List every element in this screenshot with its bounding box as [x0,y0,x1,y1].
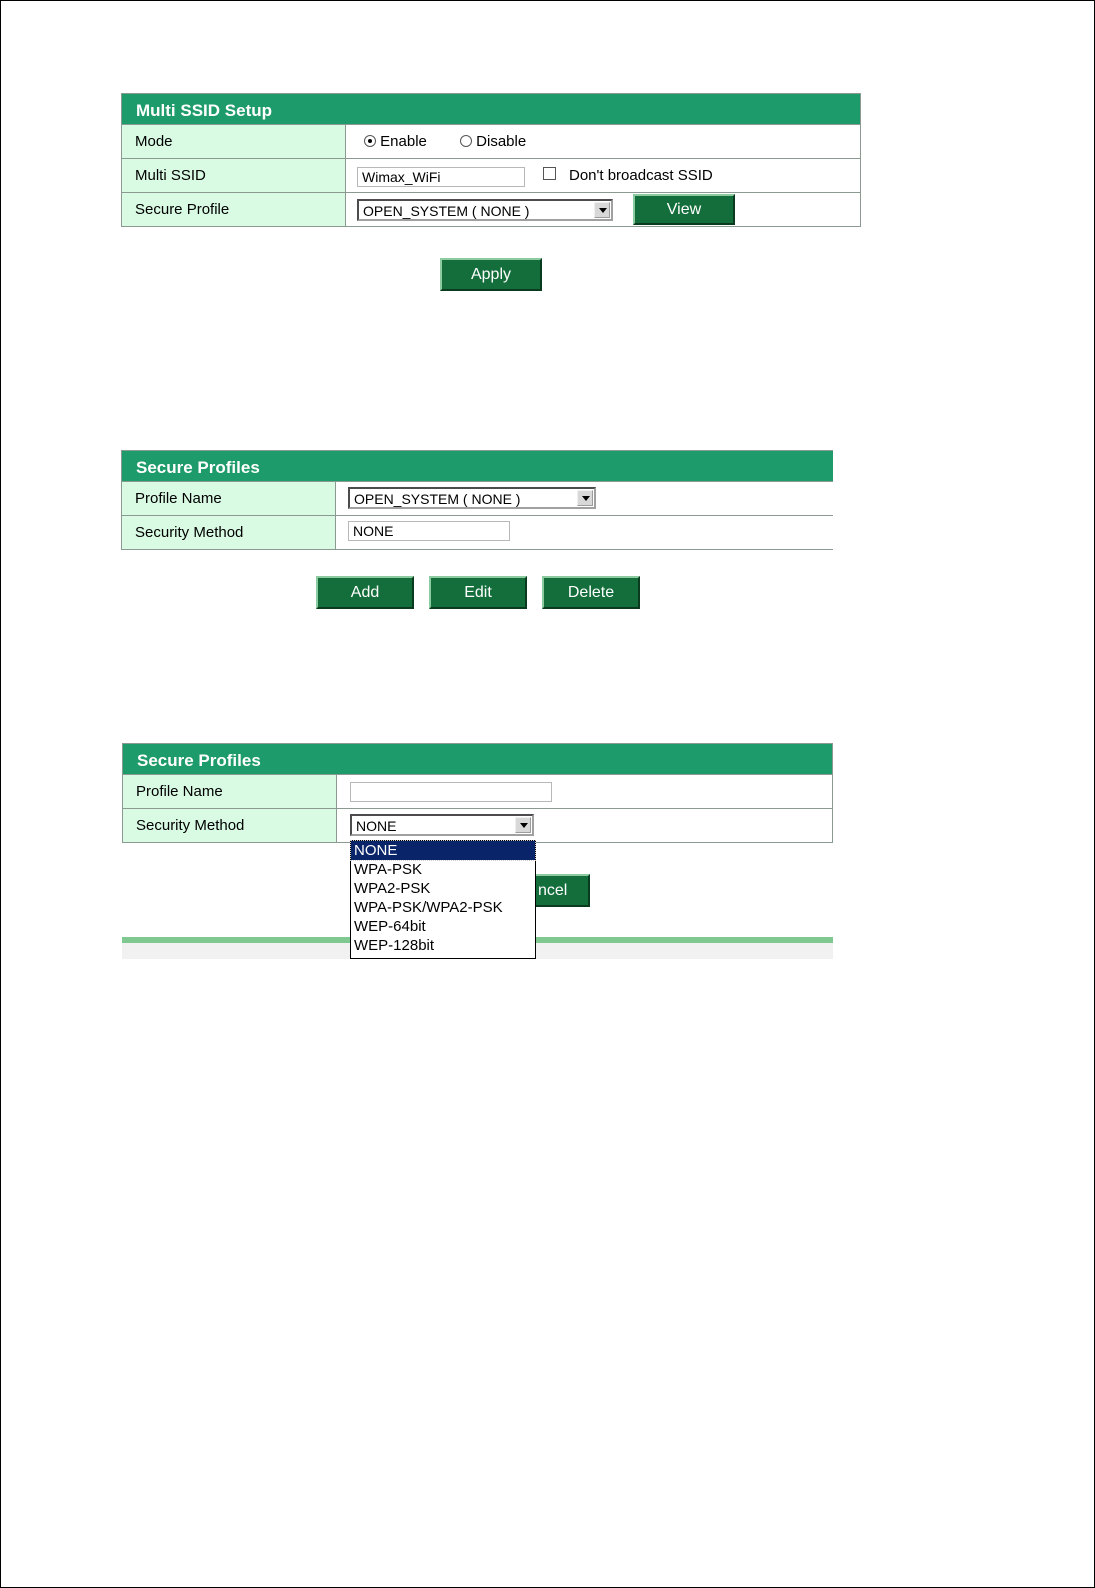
disable-radio[interactable] [460,135,472,147]
profile-name-select[interactable] [348,487,596,509]
mode-row [121,125,861,159]
chevron-down-icon[interactable] [577,490,593,506]
profile-name-input[interactable] [350,782,552,802]
cancel-button-label: ncel [538,882,568,899]
enable-label: Enable [380,133,427,150]
option-wep-64bit[interactable]: WEP-64bit [354,918,426,935]
enable-radio[interactable] [364,135,376,147]
apply-button[interactable]: Apply [440,258,542,291]
option-wpa-psk-wpa2-psk[interactable]: WPA-PSK/WPA2-PSK [354,899,503,916]
form-profile-name-row [122,775,833,809]
ssid-row [121,159,861,193]
security-method-row [121,516,833,550]
security-method-select[interactable] [350,814,534,836]
multi-ssid-title: Multi SSID Setup [121,93,861,125]
multi-ssid-panel [121,93,861,228]
option-wep-128bit[interactable]: WEP-128bit [354,937,435,954]
form-security-method-label: Security Method [123,809,337,842]
disable-label: Disable [476,133,527,150]
profile-name-value: OPEN_SYSTEM ( NONE ) [354,491,521,507]
secure-profile-label: Secure Profile [122,193,346,226]
security-method-label: Security Method [122,516,336,549]
enable-radio-group[interactable] [364,133,427,150]
edit-button[interactable]: Edit [429,576,527,609]
option-wpa2-psk[interactable]: WPA2-PSK [354,880,431,897]
chevron-down-icon[interactable] [515,817,531,833]
ssid-input[interactable] [357,167,525,187]
mode-label: Mode [122,125,346,158]
security-method-readout [348,521,510,541]
secure-profiles-title: Secure Profiles [121,450,833,482]
view-button[interactable]: View [633,194,735,225]
form-profile-name-label: Profile Name [123,775,337,808]
security-method-value: NONE [356,818,397,834]
profile-name-label: Profile Name [122,482,336,515]
secure-profile-row [121,193,861,227]
secure-profile-select[interactable] [357,199,613,221]
security-method-dropdown[interactable] [350,840,536,959]
add-button[interactable]: Add [316,576,414,609]
secure-profile-value: OPEN_SYSTEM ( NONE ) [363,203,530,219]
hide-ssid-label: Don't broadcast SSID [569,167,713,184]
hide-ssid-checkbox[interactable] [543,167,556,180]
ssid-label: Multi SSID [122,159,346,192]
chevron-down-icon[interactable] [594,202,610,218]
option-none[interactable]: NONE [351,841,535,860]
secure-profiles-panel [121,450,833,548]
profile-name-row [121,482,833,516]
delete-button[interactable]: Delete [542,576,640,609]
secure-profiles-form-panel [122,743,833,843]
secure-profiles-form-title: Secure Profiles [122,743,833,775]
option-wpa-psk[interactable]: WPA-PSK [354,861,423,878]
disable-radio-group[interactable] [460,133,526,150]
form-security-method-row [122,809,833,843]
